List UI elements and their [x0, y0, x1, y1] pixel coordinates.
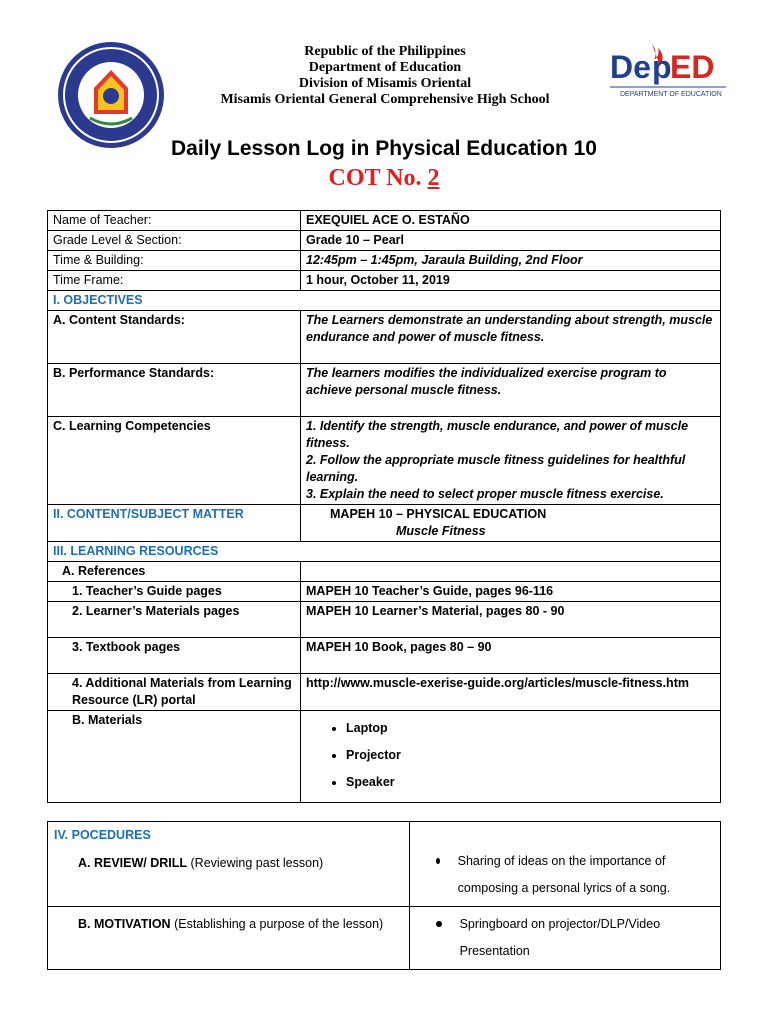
procedures-cell: [48, 822, 410, 907]
reference-value: MAPEH 10 Learner’s Material, pages 80 - 90: [301, 602, 721, 638]
resources-heading: III. LEARNING RESOURCES: [48, 542, 721, 562]
table-row: [48, 417, 721, 505]
reference-value: MAPEH 10 Book, pages 80 – 90: [301, 638, 721, 674]
table-row: [48, 674, 721, 711]
competency-3: 3. Explain the need to select proper muscle fitness exercise.: [306, 487, 664, 501]
motivation-value: Springboard on projector/DLP/Video Presentation: [459, 917, 661, 958]
lesson-table: [47, 210, 721, 803]
svg-text:p: p: [652, 49, 672, 85]
competency-2: 2. Follow the appropriate muscle fitness guidelines for healthful learning.: [306, 453, 686, 484]
procedures-table: [47, 821, 721, 970]
cot-number: [0, 165, 768, 192]
cot-label: COT No.: [328, 165, 428, 191]
bullet-icon: [436, 921, 442, 927]
list-item: [416, 848, 714, 902]
objectives-heading: I. OBJECTIVES: [48, 291, 721, 311]
list-item: • Projector: [346, 742, 715, 769]
content-line-2: Muscle Fitness: [396, 524, 486, 538]
content-standards-label: A. Content Standards:: [48, 311, 301, 364]
info-value: 1 hour, October 11, 2019: [301, 271, 721, 291]
list-item: • Speaker: [346, 769, 715, 796]
review-value: Sharing of ideas on the importance of composing a personal lyrics of a song.: [457, 854, 671, 895]
table-row: [48, 907, 721, 970]
performance-standards-label: B. Performance Standards:: [48, 364, 301, 417]
motivation-note: (Establishing a purpose of the lesson): [170, 917, 384, 931]
list-item: [416, 911, 714, 965]
header-line-3: Division of Misamis Oriental: [298, 76, 472, 91]
reference-label: 2. Learner’s Materials pages: [48, 602, 301, 638]
table-row: [48, 251, 721, 271]
table-row: [48, 291, 721, 311]
references-label: A. References: [48, 562, 301, 582]
table-row: [48, 638, 721, 674]
table-row: [48, 602, 721, 638]
learning-competencies-label: C. Learning Competencies: [48, 417, 301, 505]
table-row: [48, 231, 721, 251]
info-label: Name of Teacher:: [48, 211, 301, 231]
table-row: [48, 711, 721, 803]
header-line-4: Misamis Oriental General Comprehensive High School: [220, 92, 550, 107]
table-row: [48, 211, 721, 231]
reference-label: 4. Additional Materials from Learning Resource (LR) portal: [48, 674, 301, 711]
review-note: (Reviewing past lesson): [187, 856, 324, 870]
table-row: [48, 542, 721, 562]
review-label-block: [54, 850, 403, 877]
content-heading: II. CONTENT/SUBJECT MATTER: [48, 505, 301, 542]
competency-1: 1. Identify the strength, muscle endurance, and power of muscle fitness.: [306, 419, 689, 450]
info-label: Time & Building:: [48, 251, 301, 271]
svg-text:DEPARTMENT OF EDUCATION: DEPARTMENT OF EDUCATION: [620, 91, 722, 98]
review-value-cell: [410, 822, 721, 907]
materials-value: [301, 711, 721, 803]
info-label: Time Frame:: [48, 271, 301, 291]
motivation-label: B. MOTIVATION: [78, 917, 171, 931]
motivation-value-cell: [410, 907, 721, 970]
reference-label: 3. Textbook pages: [48, 638, 301, 674]
table-row: [48, 562, 721, 582]
reference-value: MAPEH 10 Teacher’s Guide, pages 96-116: [301, 582, 721, 602]
cot-value: 2: [427, 165, 440, 191]
svg-text:De: De: [610, 49, 651, 85]
table-row: [48, 582, 721, 602]
motivation-cell: [48, 907, 410, 970]
table-row: [48, 505, 721, 542]
table-row: [48, 311, 721, 364]
header-block: [170, 44, 600, 108]
materials-list: [306, 715, 715, 796]
table-row: [48, 822, 721, 907]
deped-logo: [608, 40, 728, 102]
header-line-2: Department of Education: [308, 60, 462, 75]
info-value: EXEQUIEL ACE O. ESTAÑO: [301, 211, 721, 231]
content-value: [301, 505, 721, 542]
content-standards-value: The Learners demonstrate an understanding about strength, muscle endurance and power of muscle fitness.: [301, 311, 721, 364]
info-value: 12:45pm – 1:45pm, Jaraula Building, 2nd Floor: [301, 251, 721, 271]
materials-label: B. Materials: [48, 711, 301, 803]
performance-standards-value: The learners modifies the individualized exercise program to achieve personal muscle fitness.: [301, 364, 721, 417]
info-value: Grade 10 – Pearl: [301, 231, 721, 251]
table-row: [48, 364, 721, 417]
table-row: [48, 271, 721, 291]
list-item: • Laptop: [346, 715, 715, 742]
review-label: A. REVIEW/ DRILL: [78, 856, 188, 870]
reference-link[interactable]: http://www.muscle-exerise-guide.org/articles/muscle-fitness.htm: [301, 674, 721, 711]
procedures-heading: IV. POCEDURES: [54, 828, 151, 842]
info-label: Grade Level & Section:: [48, 231, 301, 251]
svg-text:ED: ED: [670, 49, 715, 85]
school-seal-logo: [56, 40, 166, 150]
header-line-1: Republic of the Philippines: [304, 44, 466, 59]
reference-label: 1. Teacher’s Guide pages: [48, 582, 301, 602]
bullet-icon: [436, 858, 440, 864]
references-value: [301, 562, 721, 582]
learning-competencies-value: [301, 417, 721, 505]
content-line-1: MAPEH 10 – PHYSICAL EDUCATION: [330, 507, 547, 521]
page-title: Daily Lesson Log in Physical Education 10: [171, 137, 597, 160]
